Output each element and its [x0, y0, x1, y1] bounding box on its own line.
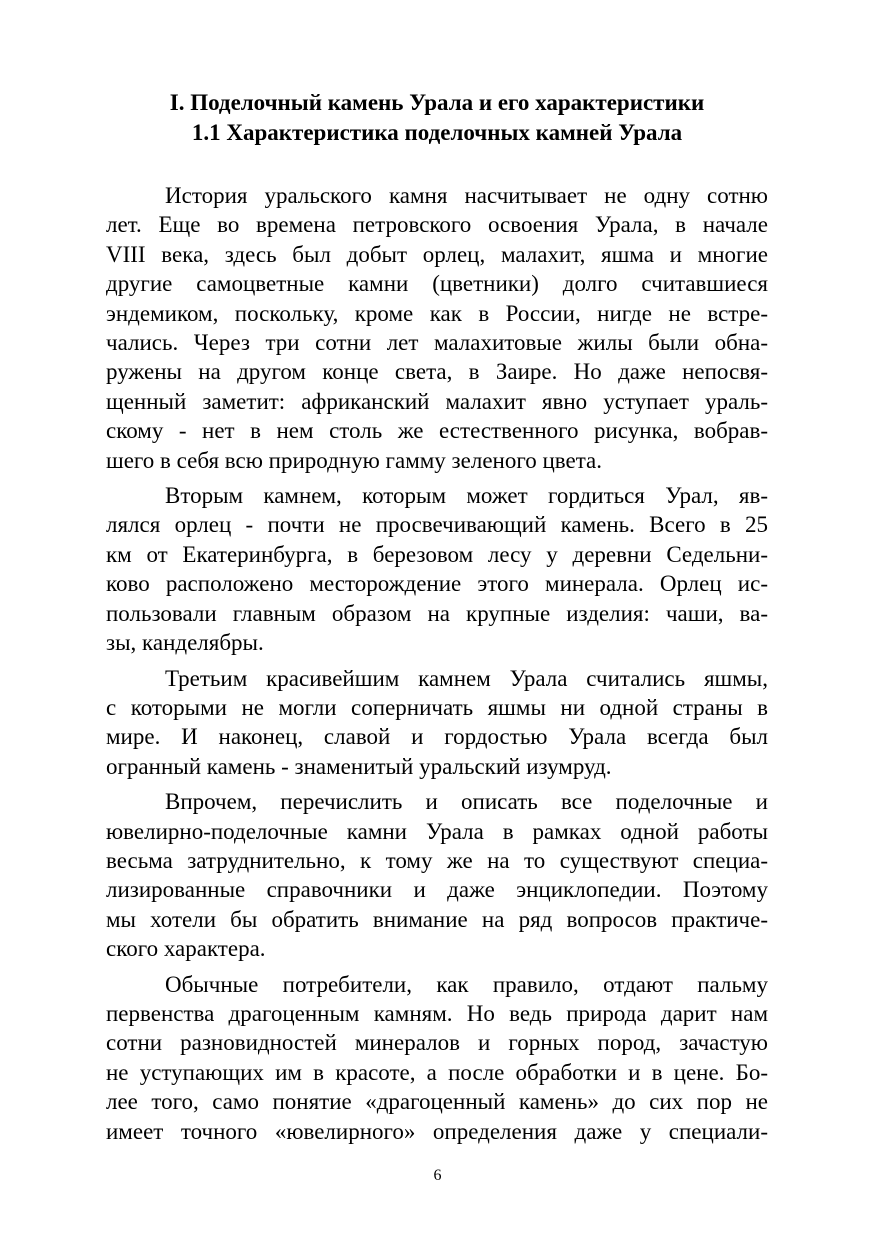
text-line: чались. Через три сотни лет малахитовые жилы были обна-	[106, 330, 768, 356]
text-line: ского характера.	[106, 936, 266, 962]
page-number: 6	[433, 1167, 442, 1184]
body-text	[106, 181, 768, 1146]
text-line: Вторым камнем, которым может гордиться Урал, яв-	[165, 483, 768, 509]
paragraph	[106, 787, 768, 963]
page-content	[106, 88, 768, 1152]
text-line: весьма затруднительно, к тому же на то существуют специа-	[106, 847, 768, 873]
text-line: зы, канделябры.	[106, 630, 264, 656]
text-line: скому - нет в нем столь же естественного рисунка, вобрав-	[106, 418, 768, 444]
text-line: эндемиком, поскольку, кроме как в России, нигде не встре-	[106, 300, 768, 326]
text-line: шего в себя всю природную гамму зеленого цвета.	[106, 447, 602, 473]
paragraph	[106, 481, 768, 657]
text-line: лизированные справочники и даже энциклопедии. Поэтому	[106, 877, 768, 903]
text-line: не уступающих им в красоте, а после обработки и в цене. Бо-	[106, 1059, 768, 1085]
paragraph	[106, 181, 768, 475]
text-line: лее того, само понятие «драгоценный камень» до сих пор не	[106, 1089, 768, 1115]
text-line: км от Екатеринбурга, в березовом лесу у деревни Седельни-	[106, 541, 768, 567]
text-line: Впрочем, перечислить и описать все поделочные и	[165, 789, 768, 815]
paragraph	[106, 664, 768, 782]
text-line: другие самоцветные камни (цветники) долго считавшиеся	[106, 271, 768, 297]
chapter-title: I. Поделочный камень Урала и его характеристики	[169, 90, 705, 115]
text-line: сотни разновидностей минералов и горных пород, зачастую	[106, 1030, 768, 1056]
text-line: ково расположено месторождение этого минерала. Орлец ис-	[106, 571, 768, 597]
text-line: первенства драгоценным камням. Но ведь природа дарит нам	[106, 1000, 768, 1026]
text-line: огранный камень - знаменитый уральский изумруд.	[106, 753, 612, 779]
text-line: ювелирно-поделочные камни Урала в рамках одной работы	[106, 818, 768, 844]
text-line: с которыми не могли соперничать яшмы ни одной страны в	[106, 694, 768, 720]
text-line: Третьим красивейшим камнем Урала считались яшмы,	[165, 665, 768, 691]
text-line: ружены на другом конце света, в Заире. Но даже непосвя-	[106, 359, 768, 385]
text-line: пользовали главным образом на крупные изделия: чаши, ва-	[106, 600, 768, 626]
text-line: Обычные потребители, как правило, отдают пальму	[165, 971, 768, 997]
text-line: лет. Еще во времена петровского освоения Урала, в начале	[106, 212, 768, 238]
text-line: мы хотели бы обратить внимание на ряд вопросов практиче-	[106, 906, 768, 932]
text-line: История уральского камня насчитывает не одну сотню	[165, 183, 768, 208]
text-line: мире. И наконец, славой и гордостью Урала всегда был	[106, 724, 768, 750]
text-line: VIII века, здесь был добыт орлец, малахит, яшма и многие	[106, 241, 768, 267]
text-line: лялся орлец - почти не просвечивающий камень. Всего в 25	[106, 512, 768, 538]
section-subtitle: 1.1 Характеристика поделочных камней Урала	[191, 120, 683, 145]
text-line: щенный заметит: африканский малахит явно уступает ураль-	[106, 388, 768, 414]
text-line: имеет точного «ювелирного» определения даже у специали-	[106, 1118, 768, 1144]
paragraph	[106, 970, 768, 1146]
